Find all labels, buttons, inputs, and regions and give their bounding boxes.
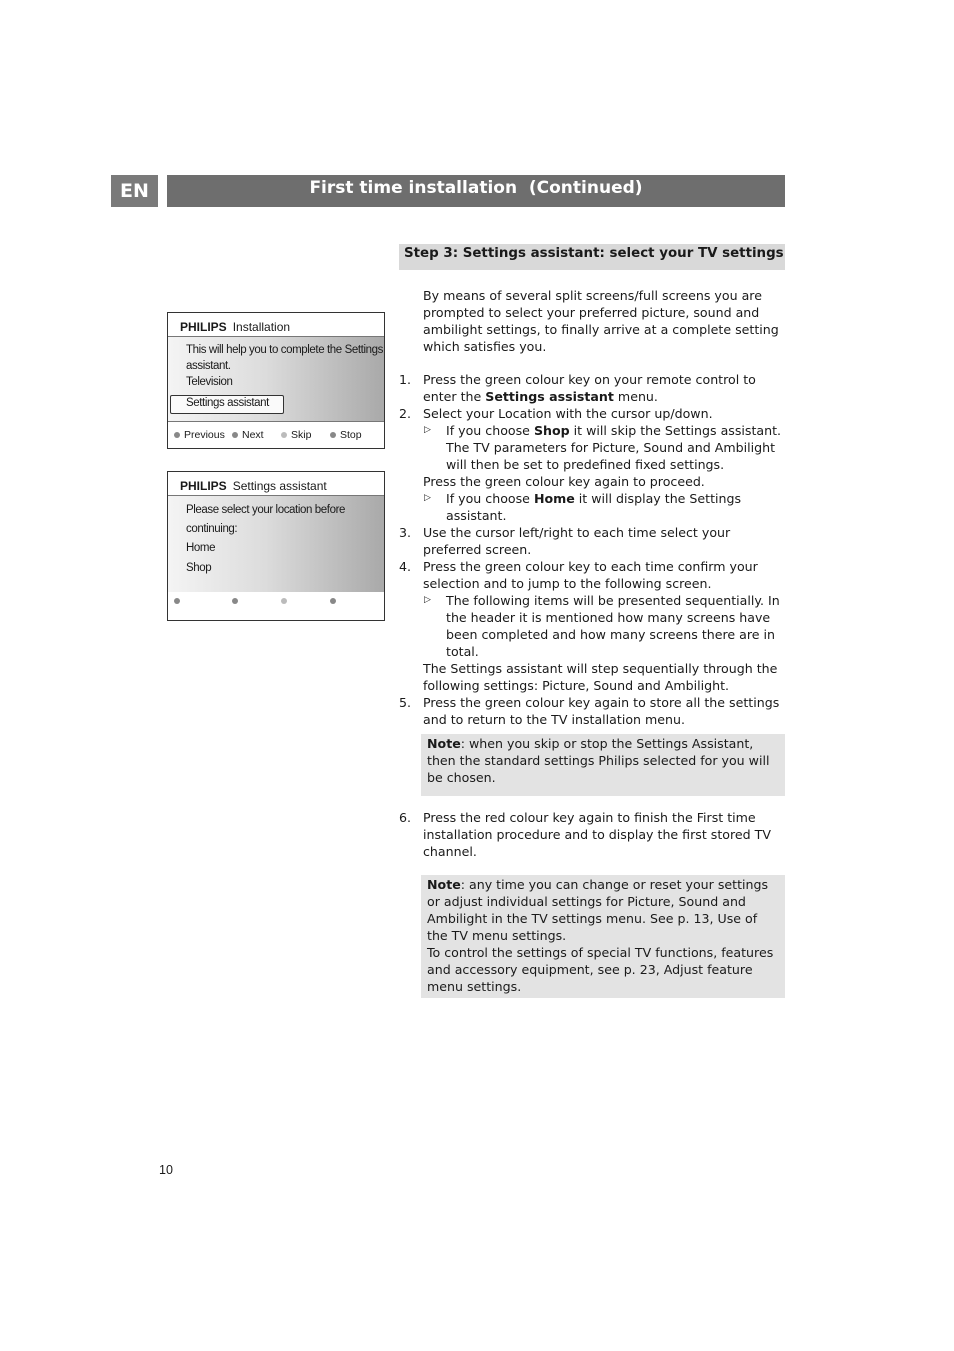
note-box-2: Note: any time you can change or reset your settings or adjust individual settings for Picture, Sound and Ambilight in the TV settings menu. See p. 13, Use of the TV menu settings. To control the settings of special TV functions, features and accessory equipment, see p. 23, Adjust feature menu settings. [421,875,785,998]
step-4-sequence: The Settings assistant will step sequentially through the following settings: Picture, Sound and Ambilight. [423,661,778,693]
step-number: 3. [399,525,412,540]
next-button[interactable]: Next [232,429,264,441]
page-header [167,175,785,207]
green-key-icon [232,432,238,438]
step-heading: Step 3: Settings assistant: select your TV settings [399,244,785,270]
blue-key-icon [330,432,336,438]
screen-header [168,472,384,496]
screen-title: Settings assistant [232,479,327,493]
note-2-second-paragraph: To control the settings of special TV functions, features and accessory equipment, see p. 23, Adjust feature menu settings. [427,945,774,994]
step-2-sub-home: ▷ If you choose Home it will display the Settings assistant. [424,491,742,523]
green-key-icon [232,598,238,604]
tv-screen-installation [167,312,385,449]
screen-body: This will help you to complete the Settings assistant. Television Settings assistant [168,337,384,421]
previous-button[interactable]: Previous [174,429,225,441]
brand-logo: PHILIPS [180,479,227,493]
step-2: 2. Select your Location with the cursor up/down. [399,406,713,421]
yellow-key-button[interactable] [281,598,291,604]
menu-item-television[interactable]: Television [186,376,233,388]
skip-button[interactable]: Skip [281,429,311,441]
step-2-sub-shop: ▷ If you choose Shop it will skip the Settings assistant. The TV parameters for Picture, Sound and Ambilight will then be set to predefined fixed settings. [424,423,782,472]
location-option-shop[interactable]: Shop [186,562,212,574]
brand-logo: PHILIPS [180,320,227,334]
step-1: 1. Press the green colour key on your remote control to enter the Settings assistant menu. [399,372,756,404]
step-2-proceed: Press the green colour key again to proceed. [423,474,705,489]
screen-footer [168,592,384,620]
triangle-bullet-icon: ▷ [424,425,431,435]
blue-key-icon [330,598,336,604]
red-key-button[interactable] [174,598,184,604]
green-key-button[interactable] [232,598,242,604]
blue-key-button[interactable] [330,598,340,604]
stop-button[interactable]: Stop [330,429,362,441]
step-number: 2. [399,406,412,421]
screen-footer [168,421,384,449]
note-label: Note [427,877,461,892]
page-number: 10 [159,1163,173,1177]
step-number: 6. [399,810,412,825]
screen-body: Please select your location before continuing: Home Shop [168,496,384,592]
yellow-key-icon [281,598,287,604]
step-3: 3. Use the cursor left/right to each time select your preferred screen. [399,525,731,557]
step-number: 4. [399,559,412,574]
triangle-bullet-icon: ▷ [424,493,431,503]
steps-list-2 [399,809,785,860]
note-label: Note [427,736,461,751]
step-number: 5. [399,695,412,710]
yellow-key-icon [281,432,287,438]
note-box-1: Note: when you skip or stop the Settings Assistant, then the standard settings Philips selected for you will be chosen. [421,734,785,796]
language-tab: EN [111,175,158,207]
screen-title: Installation [232,320,291,334]
step-number: 1. [399,372,412,387]
menu-item-settings-assistant[interactable]: Settings assistant [170,395,284,414]
location-option-home[interactable]: Home [186,542,216,554]
triangle-bullet-icon: ▷ [424,595,431,605]
step-6: 6. Press the red colour key again to finish the First time installation procedure and to display the first stored TV channel. [399,810,771,859]
steps-list [399,371,785,728]
step-5: 5. Press the green colour key again to store all the settings and to return to the TV installation menu. [399,695,780,727]
tv-screen-settings-assistant [167,471,385,621]
screen-header [168,313,384,337]
page-title: First time installation (Continued) [309,178,643,198]
red-key-icon [174,432,180,438]
red-key-icon [174,598,180,604]
step-4-sub: ▷ The following items will be presented sequentially. In the header it is mentioned how many screens have been completed and how many screens there are in total. [424,593,780,659]
intro-paragraph: By means of several split screens/full screens you are prompted to select your preferred picture, sound and ambilight settings, to finally arrive at a complete setting which satisfies you. [423,288,779,354]
step-4: 4. Press the green colour key to each time confirm your selection and to jump to the following screen. [399,559,758,591]
